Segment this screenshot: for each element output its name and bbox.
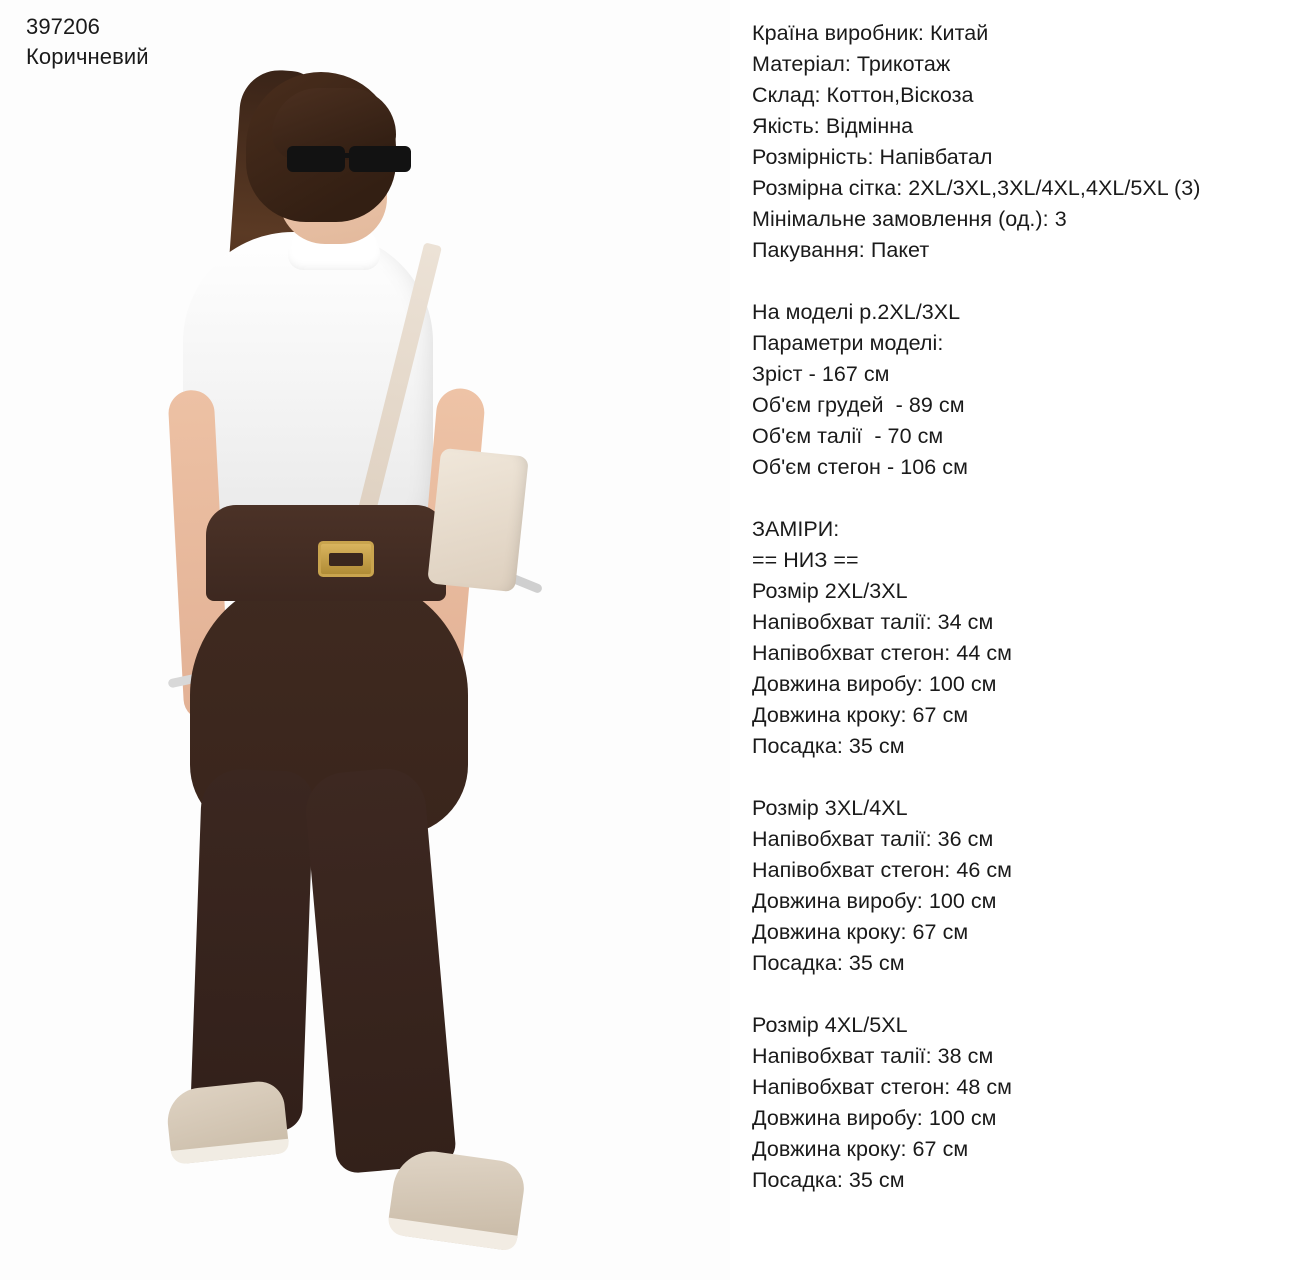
measurements-header <box>752 514 1272 576</box>
size-waist-half: Напівобхват талії: 38 см <box>752 1044 994 1068</box>
model-bust: Об'єм грудей - 89 см <box>752 393 965 417</box>
size-inseam: Довжина кроку: 67 см <box>752 703 969 727</box>
model-height: Зріст - 167 см <box>752 362 890 386</box>
spacer-1 <box>752 266 1272 297</box>
model-waist: Об'єм талії - 70 см <box>752 424 944 448</box>
sneaker-right <box>387 1146 528 1251</box>
measurements-title: ЗАМІРИ: <box>752 517 840 541</box>
specification-column <box>752 18 1272 1196</box>
sneaker-left <box>164 1079 289 1165</box>
general-specs <box>752 18 1272 266</box>
model-hips: Об'єм стегон - 106 см <box>752 455 968 479</box>
size-title: Розмір 2XL/3XL <box>752 579 908 603</box>
gold-buckle <box>318 541 374 577</box>
spec-quality: Якість: Відмінна <box>752 114 914 138</box>
spacer-3 <box>752 762 1272 793</box>
spec-composition: Склад: Коттон,Віскоза <box>752 83 974 107</box>
size-product-length: Довжина виробу: 100 см <box>752 889 997 913</box>
product-meta <box>26 12 149 73</box>
model-size: На моделі р.2XL/3XL <box>752 300 961 324</box>
spec-country: Країна виробник: Китай <box>752 21 989 45</box>
measurements-section-bottom: == НИЗ == <box>752 548 859 572</box>
product-code: 397206 <box>26 14 101 39</box>
sunglasses-icon <box>287 146 419 173</box>
spec-sizing: Розмірність: Напівбатал <box>752 145 993 169</box>
size-hips-half: Напівобхват стегон: 46 см <box>752 858 1013 882</box>
size-block-3 <box>752 1010 1272 1196</box>
size-block-2 <box>752 793 1272 979</box>
size-title: Розмір 4XL/5XL <box>752 1013 908 1037</box>
size-product-length: Довжина виробу: 100 см <box>752 1106 997 1130</box>
leggings-right-leg <box>303 766 457 1175</box>
spec-min-order: Мінімальне замовлення (од.): 3 <box>752 207 1067 231</box>
spec-size-grid: Розмірна сітка: 2XL/3XL,3XL/4XL,4XL/5XL (3) <box>752 176 1201 200</box>
size-block-1 <box>752 576 1272 762</box>
sunglasses-lens-right <box>349 146 411 172</box>
size-rise: Посадка: 35 см <box>752 951 905 975</box>
model-specs <box>752 297 1272 483</box>
spec-material: Матеріал: Трикотаж <box>752 52 951 76</box>
size-inseam: Довжина кроку: 67 см <box>752 1137 969 1161</box>
size-rise: Посадка: 35 см <box>752 734 905 758</box>
size-inseam: Довжина кроку: 67 см <box>752 920 969 944</box>
size-title: Розмір 3XL/4XL <box>752 796 908 820</box>
size-product-length: Довжина виробу: 100 см <box>752 672 997 696</box>
sunglasses-lens-left <box>287 146 345 172</box>
size-hips-half: Напівобхват стегон: 48 см <box>752 1075 1013 1099</box>
size-hips-half: Напівобхват стегон: 44 см <box>752 641 1013 665</box>
spacer-4 <box>752 979 1272 1010</box>
model-params-title: Параметри моделі: <box>752 331 944 355</box>
size-waist-half: Напівобхват талії: 34 см <box>752 610 994 634</box>
spec-packaging: Пакування: Пакет <box>752 238 930 262</box>
product-color: Коричневий <box>26 44 149 70</box>
leggings-left-leg <box>190 768 314 1132</box>
handbag-body <box>427 448 529 592</box>
size-waist-half: Напівобхват талії: 36 см <box>752 827 994 851</box>
size-rise: Посадка: 35 см <box>752 1168 905 1192</box>
spacer-2 <box>752 483 1272 514</box>
